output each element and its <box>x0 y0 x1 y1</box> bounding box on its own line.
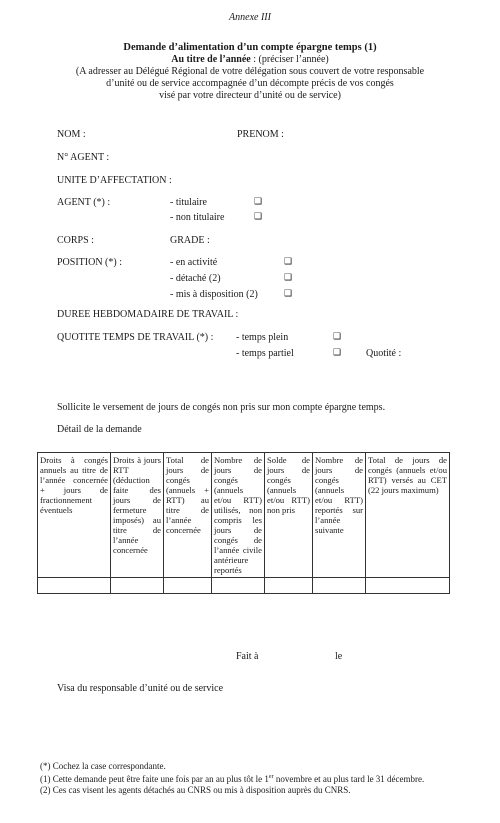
header-cell: Nombre de jours de congés (annuels et/ou RTT) utilisés, non compris les jours de congés de l’année civile antérieure reportés <box>212 453 265 578</box>
footnote-2: (2) Ces cas visent les agents détachés au CNRS ou mis à disposition auprès du CNRS. <box>40 785 351 795</box>
table-row <box>38 578 450 594</box>
year-label: Au titre de l’année <box>171 54 251 65</box>
checkbox-temps-plein[interactable]: ❑ <box>333 332 342 342</box>
footnote-1-sup: er <box>268 774 274 780</box>
option-titulaire: - titulaire <box>170 197 207 208</box>
checkbox-detache[interactable]: ❑ <box>284 273 293 283</box>
request-statement: Sollicite le versement de jours de congés non pris sur mon compte épargne temps. <box>57 402 386 413</box>
detail-heading: Détail de la demande <box>57 424 142 435</box>
table-cell[interactable] <box>164 578 212 594</box>
weekly-hours-field[interactable]: DUREE HEBDOMADAIRE DE TRAVAIL : <box>57 309 239 320</box>
footnote-1-text: (1) Cette demande peut être faite une fois par an au plus tôt le 1 <box>40 774 269 784</box>
header-cell: Nombre de jours de congés (annuels et/ou RTT) reportés sur l’année suivante <box>313 453 366 578</box>
quotite-label: QUOTITE TEMPS DE TRAVAIL (*) : <box>57 332 214 343</box>
visa-label: Visa du responsable d’unité ou de service <box>57 683 224 694</box>
header-cell: Total de jours de congés (annuels + RTT) au titre de l’année concernée <box>164 453 212 578</box>
footnote-1 <box>40 772 460 785</box>
checkbox-non-titulaire[interactable]: ❑ <box>254 212 263 222</box>
table-cell[interactable] <box>366 578 450 594</box>
header-cell: Solde de jours de congés (annuels et/ou RTT) non pris <box>265 453 313 578</box>
unit-field[interactable]: UNITE D’AFFECTATION : <box>57 175 172 186</box>
checkbox-temps-partiel[interactable]: ❑ <box>333 348 342 358</box>
table-cell[interactable] <box>265 578 313 594</box>
instruction-line: visé par votre directeur d’unité ou de service) <box>159 90 341 101</box>
table-cell[interactable] <box>212 578 265 594</box>
annex-label: Annexe III <box>229 12 271 23</box>
agent-number-field[interactable]: N° AGENT : <box>57 152 110 163</box>
agent-label: AGENT (*) : <box>57 197 111 208</box>
corps-field[interactable]: CORPS : <box>57 235 94 246</box>
quotite-value-field[interactable]: Quotité : <box>366 348 402 359</box>
header-cell: Total de jours de congés (annuels et/ou RTT) versés au CET (22 jours maximum) <box>366 453 450 578</box>
grade-field[interactable]: GRADE : <box>170 235 210 246</box>
leave-detail-table <box>37 452 450 594</box>
position-label: POSITION (*) : <box>57 257 122 268</box>
option-detache: - détaché (2) <box>170 273 221 284</box>
option-temps-partiel: - temps partiel <box>236 348 294 359</box>
checkbox-titulaire[interactable]: ❑ <box>254 197 263 207</box>
place-field[interactable]: Fait à <box>236 651 259 662</box>
option-mis-a-disposition: - mis à disposition (2) <box>170 289 258 300</box>
nom-field[interactable]: NOM : <box>57 129 86 140</box>
footnote-1-text-end: novembre et au plus tard le 31 décembre. <box>273 774 425 784</box>
year-hint: : (préciser l’année) <box>250 54 329 65</box>
checkbox-en-activite[interactable]: ❑ <box>284 257 293 267</box>
footnotes <box>40 761 460 796</box>
header-cell: Droits à congés annuels au titre de l’année concernée + jours de fractionnement éventuels <box>38 453 111 578</box>
date-field[interactable]: le <box>335 651 343 662</box>
instruction-line: (A adresser au Délégué Régional de votre délégation sous couvert de votre responsable <box>75 66 425 77</box>
year-line <box>0 54 500 65</box>
table-cell[interactable] <box>111 578 164 594</box>
instructions <box>0 66 500 102</box>
option-non-titulaire: - non titulaire <box>170 212 225 223</box>
instruction-line: d’unité ou de service accompagnée d’un décompte précis de vos congés <box>106 78 394 89</box>
table-cell[interactable] <box>313 578 366 594</box>
option-en-activite: - en activité <box>170 257 218 268</box>
option-temps-plein: - temps plein <box>236 332 289 343</box>
table-cell[interactable] <box>38 578 111 594</box>
prenom-field[interactable]: PRENOM : <box>237 129 284 140</box>
header-cell: Droits à jours RTT (déduction faite des jours de fermeture imposés) au titre de l’année concernée <box>111 453 164 578</box>
footnote-star: (*) Cochez la case correspondante. <box>40 761 166 771</box>
page-title: Demande d’alimentation d’un compte épargne temps (1) <box>123 42 377 53</box>
checkbox-mis-a-disposition[interactable]: ❑ <box>284 289 293 299</box>
table-header-row <box>38 453 450 578</box>
